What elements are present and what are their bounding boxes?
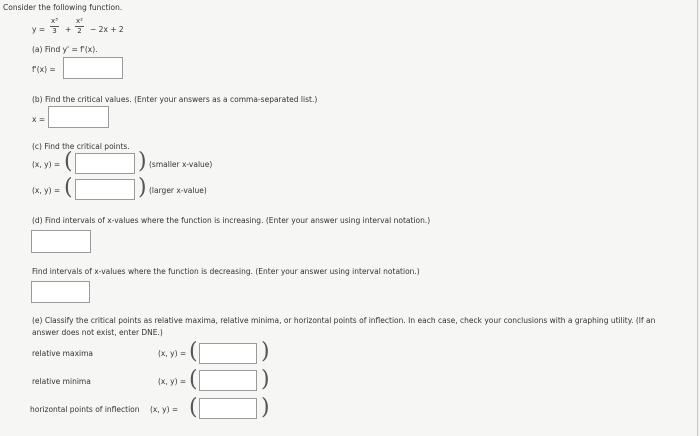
critical-values-input[interactable] (48, 106, 109, 128)
part-e-prompt-line2: answer does not exist, enter DNE.) (32, 328, 163, 337)
critical-point-1-label: (x, y) = (32, 160, 61, 169)
open-paren: ( (64, 175, 73, 200)
critical-point-smaller-input[interactable] (75, 153, 135, 174)
intro-text: Consider the following function. (3, 3, 123, 12)
relative-minima-input[interactable] (199, 370, 257, 391)
open-paren: ( (189, 339, 198, 364)
larger-x-note: (larger x-value) (149, 186, 207, 195)
increasing-interval-input[interactable] (31, 230, 91, 253)
function-plus: + (65, 25, 72, 34)
open-paren: ( (189, 367, 198, 392)
relative-maxima-input[interactable] (199, 343, 257, 364)
close-paren: ) (261, 339, 270, 364)
relative-maxima-xy-label: (x, y) = (158, 349, 187, 358)
part-b-prompt: (b) Find the critical values. (Enter your answers as a comma-separated list.) (32, 95, 318, 104)
horizontal-inflection-input[interactable] (199, 398, 257, 419)
part-d-decreasing-prompt: Find intervals of x-values where the function is decreasing. (Enter your answer using interval notation.) (32, 267, 420, 276)
derivative-input[interactable] (63, 57, 123, 79)
close-paren: ) (261, 367, 270, 392)
close-paren: ) (138, 149, 147, 174)
open-paren: ( (189, 395, 198, 420)
decreasing-interval-input[interactable] (31, 281, 90, 303)
smaller-x-note: (smaller x-value) (149, 160, 213, 169)
function-lhs: y = (32, 25, 46, 34)
part-a-label: f'(x) = (32, 65, 56, 74)
part-b-label: x = (32, 115, 46, 124)
horizontal-inflection-label: horizontal points of inflection (30, 405, 140, 414)
horizontal-inflection-xy-label: (x, y) = (150, 405, 179, 414)
fraction-x2-over-2: $\frac{\text{x²}}{2}$ (76, 17, 83, 35)
fraction-x3-over-3: $\frac{\text{x³}}{3}$ (51, 17, 58, 35)
relative-minima-xy-label: (x, y) = (158, 377, 187, 386)
critical-point-larger-input[interactable] (75, 179, 135, 200)
close-paren: ) (261, 395, 270, 420)
open-paren: ( (64, 149, 73, 174)
close-paren: ) (138, 175, 147, 200)
part-c-prompt: (c) Find the critical points. (32, 142, 130, 151)
part-a-prompt: (a) Find y' = f'(x). (32, 45, 98, 54)
part-d-increasing-prompt: (d) Find intervals of x-values where the function is increasing. (Enter your answer using interval notation.) (32, 216, 431, 225)
relative-maxima-label: relative maxima (32, 349, 93, 358)
function-rest: − 2x + 2 (90, 25, 124, 34)
critical-point-2-label: (x, y) = (32, 186, 61, 195)
part-e-prompt-line1: (e) Classify the critical points as relative maxima, relative minima, or horizontal points of inflection. In each case, check your conclusions with a graphing utility. (If an (32, 316, 656, 325)
relative-minima-label: relative minima (32, 377, 91, 386)
